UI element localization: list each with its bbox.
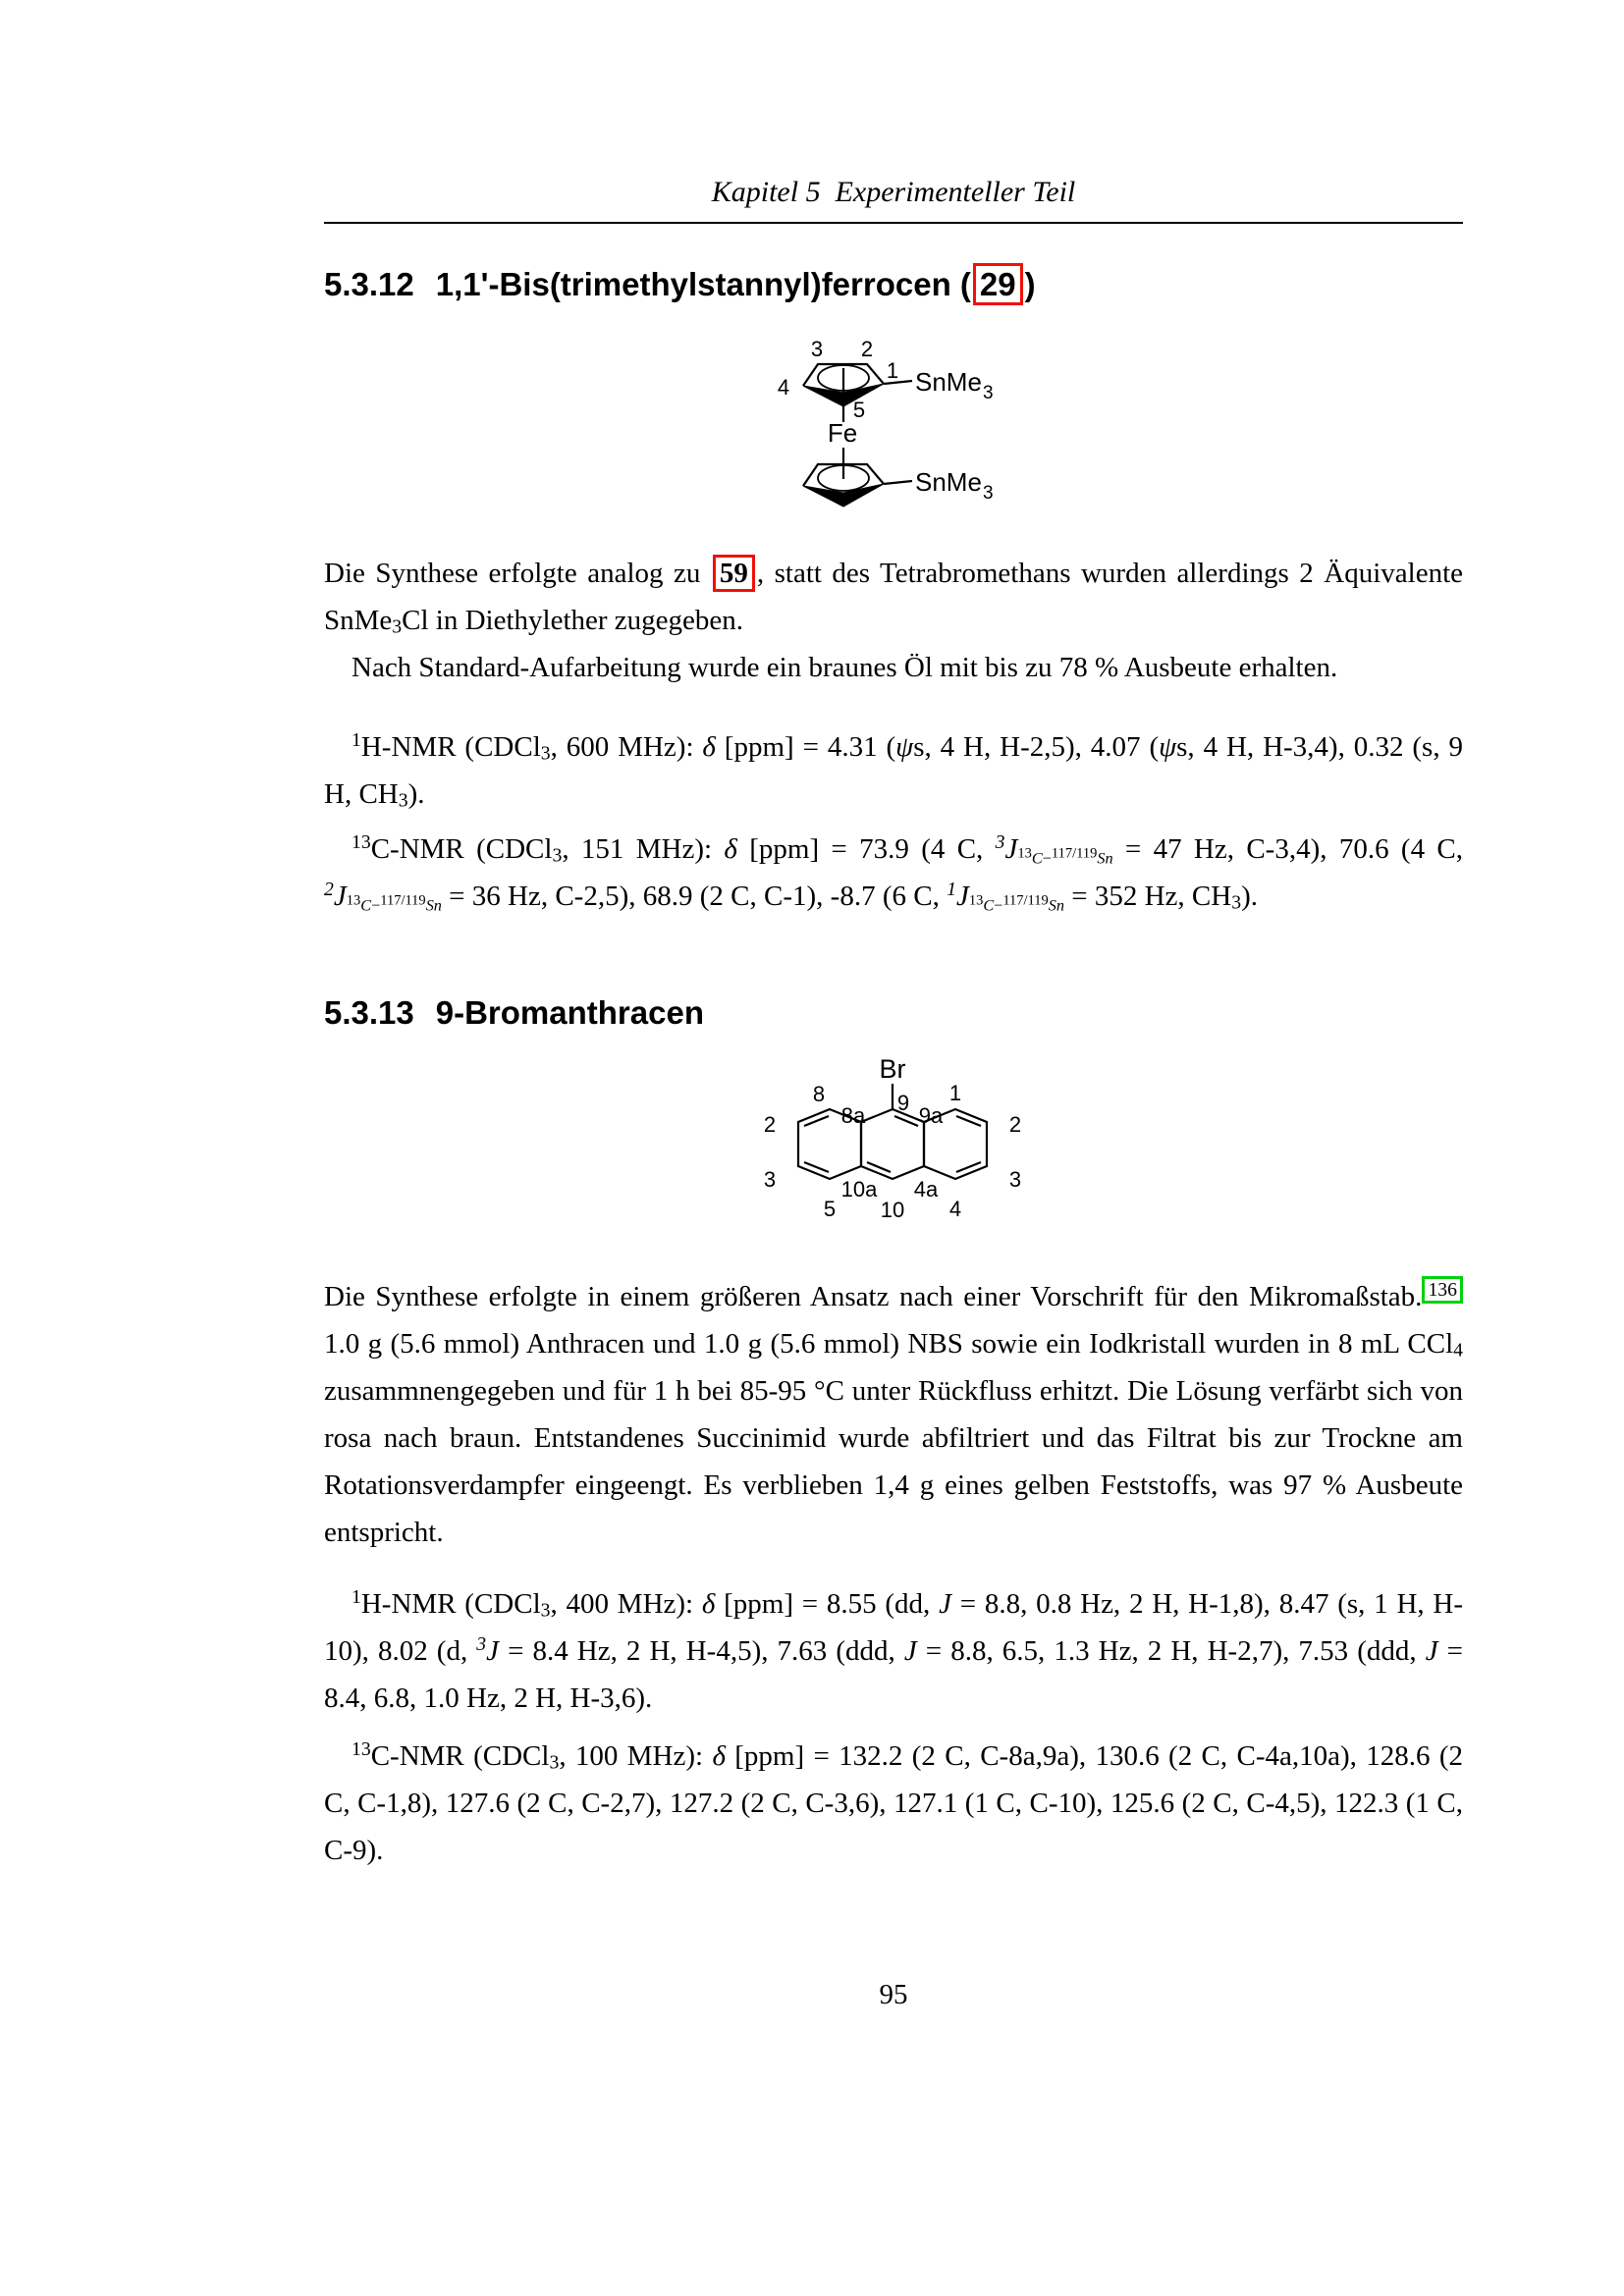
section-title: 1,1'-Bis(trimethylstannyl)ferrocen ( 29 ) (436, 266, 1036, 302)
label-c2-right: 2 (1008, 1112, 1022, 1137)
compound-reference-link[interactable]: 59 (713, 555, 755, 592)
section-title: 9-Bromanthracen (435, 994, 704, 1031)
cp-ring-bottom-wedge (803, 484, 884, 507)
label-c2-left: 2 (763, 1112, 777, 1137)
label-c8: 8 (812, 1082, 826, 1106)
running-header: Kapitel 5 Experimenteller Teil (711, 176, 1076, 208)
h-nmr-anthracene: $^1$H-NMR (CDCl3, 400 MHz): δ [ppm] = 8.55 (dd, J = 8.8, 0.8 Hz, 2 H, H-1,8), 8.47 (s, 1 H, H-10), 8.02 (d, $^3$J = 8.4 Hz, 2 H, H-4,5), 7.63 (ddd, J = 8.8, 6.5, 1.3 Hz, 2 H, H-2,7), 7.53 (ddd, J = 8.4, 6.8, 1.0 Hz, 2 H, H-3,6). (324, 1585, 1464, 1714)
c-nmr-anthracene: $^{13}$C-NMR (CDCl3, 100 MHz): δ [ppm] = 132.2 (2 C, C-8a,9a), 130.6 (2 C, C-4a,10a), 128.6 (2 C, C-1,8), 127.6 (2 C, C-2,7), 127.2 (2 C, C-3,6), 127.1 (1 C, C-10), 125.6 (2 C, C-4,5), 122.3 (1 C, C-9). (324, 1737, 1463, 1866)
page-number: 95 (879, 1979, 908, 2010)
label-c1: 1 (948, 1081, 962, 1105)
ferrocene-structure (776, 332, 1021, 531)
label-snme3-bottom-sub: 3 (983, 483, 994, 504)
label-c9: 9 (896, 1091, 910, 1115)
label-fe: Fe (827, 418, 858, 448)
sn-bottom-bond (884, 481, 912, 484)
c-nmr-ferrocene: $^{13}$C-NMR (CDCl3, 151 MHz): δ [ppm] = 73.9 (4 C, $^3$J13C−117/119Sn = 47 Hz, C-3,4), 70.6 (4 C, $^2$J13C−117/119Sn = 36 Hz, C-2,5), 68.9 (2 C, C-1), -8.7 (6 C, $^1$J13C−117/119Sn = 352 Hz, CH3). (324, 830, 1463, 915)
ferrocene-drawing (776, 332, 1021, 523)
label-c3-right: 3 (1008, 1167, 1022, 1192)
section-number: 5.3.13 (324, 994, 414, 1031)
label-c3-left: 3 (763, 1167, 777, 1192)
label-c5: 5 (852, 398, 866, 422)
synthesis-paragraph-anthracene: Die Synthese erfolgte in einem größeren Ansatz nach einer Vorschrift für den Mikromaßstab. $^{136}$ 1.0 g (5.6 mmol) Anthracen und 1.0 g (5.6 mmol) NBS sowie ein Iodkristall wurden in 8 mL CCl4 zusammnengegeben und für 1 h bei 85-95 °C unter Rückfluss erhitzt. Die Lösung verfärbt sich von rosa nach braun. Entstandenes Succinimid wurde abfiltriert und das Filtrat bis zur Trockne am Rotationsverdampfer eingeengt. Es verblieben 1,4 g eines gelben Feststoffs, was 97 % Ausbeute entspricht. (324, 1273, 1463, 1556)
synthesis-paragraph-ferrocene: Die Synthese erfolgte analog zu 59 , statt des Tetrabromethans wurden allerdings 2 Äquivalente SnMe3Cl in Diethylether zugegeben. (324, 550, 1463, 644)
h-nmr-ferrocene: $^1$H-NMR (CDCl3, 600 MHz): δ [ppm] = 4.31 (ψs, 4 H, H-2,5), 4.07 (ψs, 4 H, H-3,4), 0.32 (s, 9 H, CH3). (324, 728, 1463, 812)
label-c9a: 9a (918, 1103, 944, 1128)
header-rule (324, 222, 1463, 224)
label-snme3-bottom: SnMe (915, 467, 982, 497)
anthracene-structure (756, 1050, 1031, 1240)
label-c4: 4 (777, 375, 790, 400)
section-heading-5313 (324, 993, 1463, 1033)
label-br: Br (879, 1054, 906, 1084)
ring-middle-bond (861, 1109, 924, 1179)
label-c1: 1 (886, 358, 899, 383)
label-c4a: 4a (913, 1177, 939, 1201)
label-c4: 4 (948, 1197, 962, 1221)
compound-reference-link[interactable]: 29 (973, 263, 1023, 305)
yield-paragraph-ferrocene: Nach Standard-Aufarbeitung wurde ein braunes Öl mit bis zu 78 % Ausbeute erhalten. (352, 652, 1338, 683)
label-c8a: 8a (840, 1103, 866, 1128)
label-snme3-top-sub: 3 (983, 383, 994, 403)
label-c3: 3 (810, 337, 824, 361)
label-c10: 10 (880, 1198, 905, 1222)
anthracene-drawing (756, 1050, 1031, 1232)
section-heading-5312 (324, 265, 1463, 304)
label-c2: 2 (860, 337, 874, 361)
citation-link[interactable]: 136 (1422, 1276, 1463, 1304)
label-snme3-top: SnMe (915, 367, 982, 397)
section-number: 5.3.12 (324, 266, 414, 302)
label-c5: 5 (823, 1197, 837, 1221)
label-c10a: 10a (840, 1177, 878, 1201)
